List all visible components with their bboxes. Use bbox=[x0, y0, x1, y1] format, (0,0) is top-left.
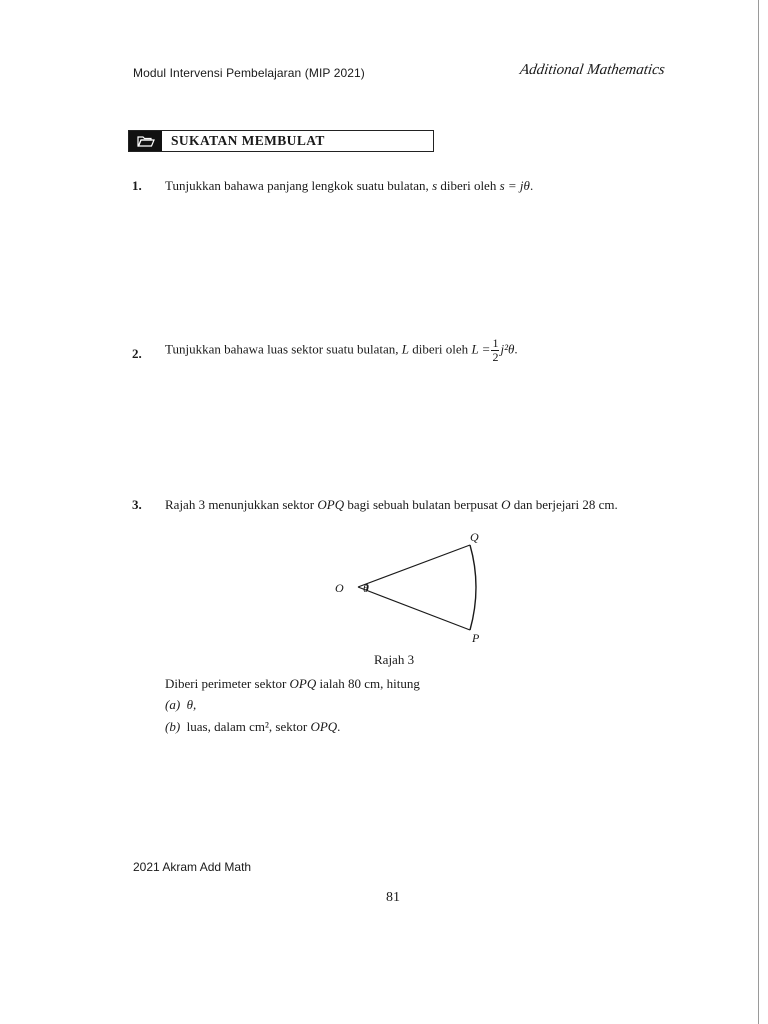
label-theta: θ bbox=[363, 581, 369, 595]
folder-icon bbox=[129, 131, 162, 151]
question-2-text: Tunjukkan bahawa luas sektor suatu bulatan, L diberi oleh L = $\frac{1}{2}$ j²θ. bbox=[165, 336, 518, 364]
label-p: P bbox=[472, 631, 480, 645]
figure-caption: Rajah 3 bbox=[374, 652, 415, 667]
question-1-text: Tunjukkan bahawa panjang lengkok suatu bulatan, s diberi oleh s = jθ. bbox=[165, 178, 534, 193]
section-title: SUKATAN MEMBULAT bbox=[171, 133, 325, 148]
sector-diagram bbox=[320, 525, 500, 650]
question-1-number: 1. bbox=[132, 178, 142, 193]
header-module-title: Modul Intervensi Pembelajaran (MIP 2021) bbox=[133, 66, 365, 80]
label-q: Q bbox=[470, 530, 479, 544]
radius-oq bbox=[358, 545, 470, 587]
section-header bbox=[128, 130, 434, 152]
question-2-number: 2. bbox=[132, 346, 142, 361]
question-3-given: Diberi perimeter sektor OPQ ialah 80 cm, hitung bbox=[165, 676, 420, 691]
header-subject: Additional Mathematics bbox=[518, 62, 666, 78]
label-o: O bbox=[335, 581, 344, 595]
question-3-part-a: (a) θ, bbox=[165, 697, 197, 712]
arc-pq bbox=[470, 545, 476, 630]
radius-op bbox=[358, 587, 470, 630]
question-3-text: Rajah 3 menunjukkan sektor OPQ bagi sebuah bulatan berpusat O dan berjejari 28 cm. bbox=[165, 497, 618, 512]
question-3-number: 3. bbox=[132, 497, 142, 512]
fraction-half: $\frac{1}{2}$ bbox=[492, 336, 499, 364]
footer-author: 2021 Akram Add Math bbox=[133, 860, 252, 874]
question-3-part-b: (b) luas, dalam cm², sektor OPQ. bbox=[165, 719, 341, 734]
page-edge-line bbox=[758, 0, 759, 1024]
page-number: 81 bbox=[386, 890, 400, 905]
